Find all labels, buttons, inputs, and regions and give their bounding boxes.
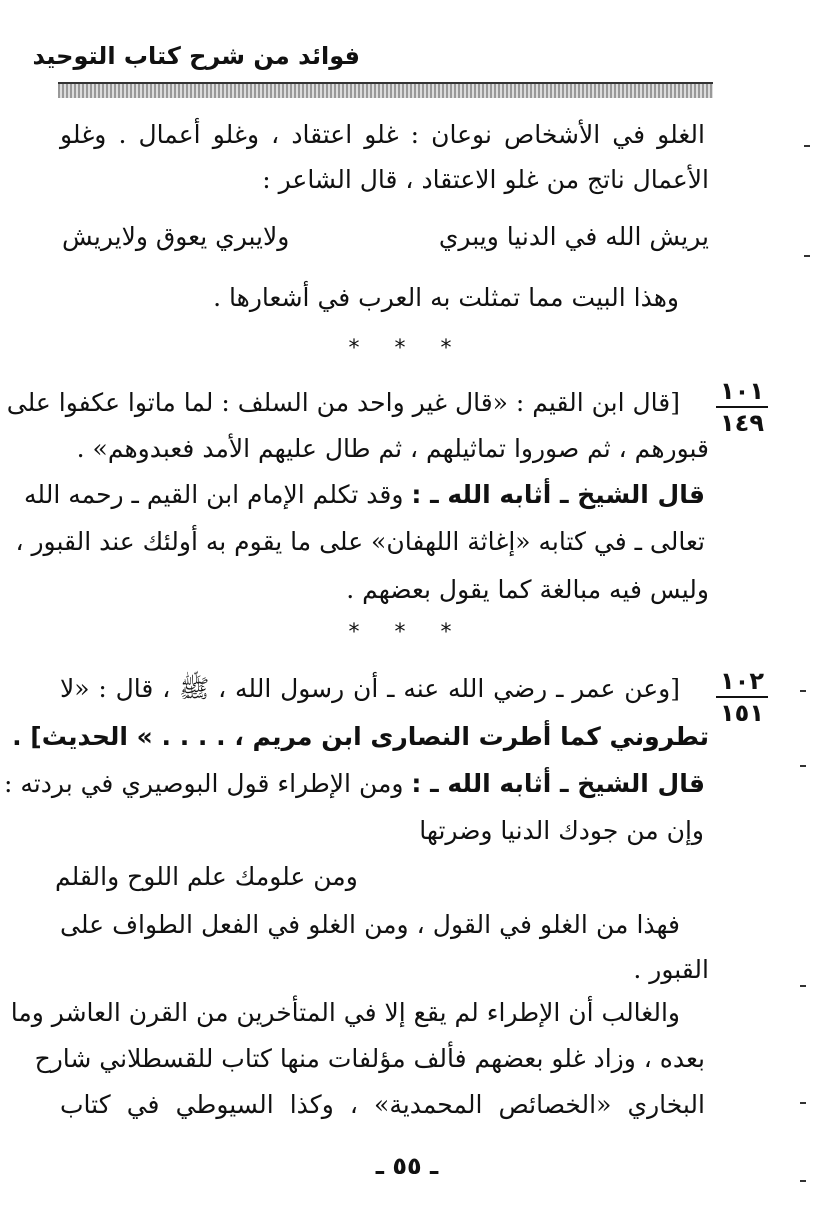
- header-rule: [58, 82, 713, 98]
- text-line: البخاري «الخصائص المحمدية» ، وكذا السيوطي في كتاب: [60, 1090, 705, 1119]
- text-line: تطروني كما أطرت النصارى ابن مريم ، . . . . » الحديث] .: [12, 722, 709, 751]
- verse-hemistich-right: يريش الله في الدنيا ويبري: [438, 222, 709, 251]
- margin-mark: [800, 985, 806, 987]
- fraction-bar: [716, 696, 768, 698]
- verse-hemistich-first: وإن من جودك الدنيا وضرتها: [419, 816, 704, 845]
- margin-mark: [800, 765, 806, 767]
- section-separator: * * *: [348, 620, 466, 645]
- text-line: الأعمال ناتج من غلو الاعتقاد ، قال الشاعر :: [262, 165, 709, 194]
- text-line: والغالب أن الإطراء لم يقع إلا في المتأخرين من القرن العاشر وما: [10, 998, 680, 1027]
- footnote-ref-102: [712, 668, 772, 726]
- margin-mark: [804, 255, 810, 257]
- text-line: [قال ابن القيم : «قال غير واحد من السلف : لما ماتوا عكفوا على: [6, 388, 680, 417]
- sheikh-label: قال الشيخ ـ أثابه الله ـ :: [411, 480, 705, 509]
- text-line: فهذا من الغلو في القول ، ومن الغلو في الفعل الطواف على: [60, 910, 680, 939]
- text-line: [24, 480, 705, 510]
- footnote-number: ١٠٢: [720, 667, 764, 695]
- text-line: وليس فيه مبالغة كما يقول بعضهم .: [346, 575, 709, 604]
- text-line: بعده ، وزاد غلو بعضهم فألف مؤلفات منها كتاب للقسطلاني شارح: [34, 1044, 705, 1073]
- text-line: تعالى ـ في كتابه «إغاثة اللهفان» على ما يقوم به أولئك عند القبور ،: [15, 527, 705, 556]
- sheikh-label: قال الشيخ ـ أثابه الله ـ :: [411, 769, 705, 798]
- margin-mark: [804, 145, 810, 147]
- margin-mark: [800, 690, 806, 692]
- text-line: قبورهم ، ثم صوروا تماثيلهم ، ثم طال عليهم الأمد فعبدوهم» .: [76, 434, 709, 463]
- footnote-page: ١٥١: [720, 699, 764, 727]
- text-span: وقد تكلم الإمام ابن القيم ـ رحمه الله: [24, 480, 404, 509]
- text-line: القبور .: [633, 955, 709, 984]
- text-span: ومن الإطراء قول البوصيري في بردته :: [4, 769, 404, 798]
- footnote-page: ١٤٩: [720, 409, 764, 437]
- footnote-number: ١٠١: [720, 377, 764, 405]
- text-line: [وعن عمر ـ رضي الله عنه ـ أن رسول الله ، ﷺ ، قال : «لا: [60, 674, 680, 703]
- margin-mark: [800, 1180, 806, 1182]
- section-separator: * * *: [348, 336, 466, 361]
- text-line: الغلو في الأشخاص نوعان : غلو اعتقاد ، وغلو أعمال . وغلو: [60, 120, 705, 149]
- verse-hemistich-second: ومن علومك علم اللوح والقلم: [55, 862, 358, 891]
- text-line: [4, 769, 705, 799]
- margin-mark: [800, 1102, 806, 1104]
- verse-hemistich-left: ولايبري يعوق ولايريش: [62, 222, 290, 251]
- fraction-bar: [716, 406, 768, 408]
- text-line: وهذا البيت مما تمثلت به العرب في أشعارها .: [213, 283, 679, 312]
- running-header-title: فوائد من شرح كتاب التوحيد: [32, 42, 360, 70]
- page-number: ـ ٥٥ ـ: [375, 1152, 439, 1180]
- footnote-ref-101: [712, 378, 772, 436]
